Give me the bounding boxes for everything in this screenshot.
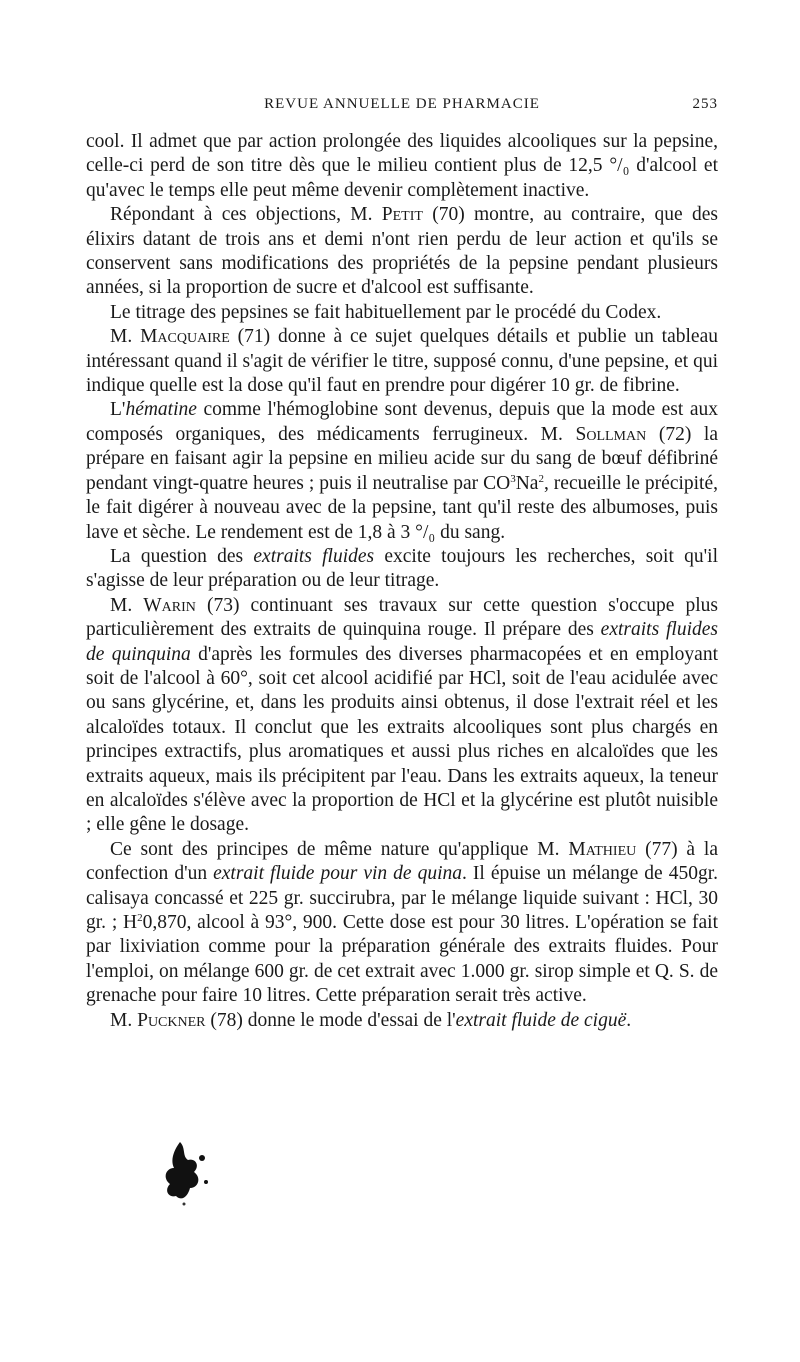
paragraph-warin: M. Warin (73) continuant ses travaux sur cette question s'occupe plus particulièrement des extraits de quinquina rouge. Il prépare des extraits fluides de quinquina d'après les formules des diverses pharmacopées et en employant soit de l'alcool à 60°, soit cet alcool acidifié par HCl, soit de l'eau acidulée avec ou sans glycérine, et, dans les produits ainsi obtenus, il dose l'extrait réel et les alcaloïdes totaux. Il conclut que les extraits alcooliques sont plus chargés en principes extractifs, plus aromatiques et aussi plus riches en alcaloïdes que les extraits aqueux, mais ils précipitent par l'eau. Dans les extraits aqueux, la teneur en alcaloïdes s'élève avec la proportion de HCl et la glycérine est plutôt nuisible ; elle gêne le dosage. (86, 594, 718, 836)
term-hematine: hématine (125, 399, 197, 421)
running-head (86, 96, 718, 120)
author-petit: Petit (381, 204, 423, 226)
paragraph-macquaire: M. Macquaire (71) donne à ce sujet quelques détails et publie un tableau intéressant quand il s'agit de vérifier le titre, supposé connu, d'une pepsine, et qui indique quelle est la dose qu'il faut en prendre pour digérer 10 gr. de fibrine. (86, 326, 718, 397)
ink-blot-stain (158, 1138, 218, 1210)
author-mathieu: Mathieu (568, 838, 637, 860)
paragraph-mathieu: Ce sont des principes de même nature qu'applique M. Mathieu (77) à la confection d'un extrait fluide pour vin de quina. Il épuise un mélange de 450gr. calisaya concassé et 225 gr. succirubra, par le mélange liquide suivant : HCl, 30 gr. ; $H^20,870$, alcool à 93°, 900. Cette dose est pour 30 litres. L'opération se fait par lixiviation comme pour la préparation générale des extraits fluides. Pour l'emploi, on mélange 600 gr. de cet extrait avec 1.000 gr. sirop simple et Q. S. de grenache pour faire 10 litres. Cette préparation serait très active. (86, 838, 719, 1007)
term-extrait-cigue: extrait fluide de ciguë (455, 1009, 627, 1031)
author-macquaire: Macquaire (140, 326, 230, 348)
term-extraits-quinquina: extraits fluides de quinquina (86, 619, 718, 665)
paragraph-extraits-fluides: La question des extraits fluides excite toujours les recherches, soit qu'il s'agisse de leur préparation ou de leur titrage. (86, 545, 718, 592)
author-warin: Warin (143, 594, 196, 616)
term-extrait-quina: extrait fluide pour vin de quina (213, 863, 463, 885)
author-sollman: Sollman (575, 423, 647, 445)
paragraph-titrage: Le titrage des pepsines se fait habituellement par le procédé du Codex. (110, 301, 662, 323)
author-puckner: Puckner (137, 1009, 206, 1031)
paragraph-petit: Répondant à ces objections, M. Petit (70) montre, au contraire, que des élixirs datant de trois ans et demi n'ont rien perdu de leur action et qu'ils se conservent sans modifications des propriétés de la pepsine pendant plusieurs années, si la proportion de sucre et d'alcool est suffisante. (86, 204, 718, 299)
page-number: 253 (692, 96, 718, 112)
paragraph-continuation: cool. Il admet que par action prolongée des liquides alcooliques sur la pepsine, celle-ci perd de son titre dès que le milieu contient plus de 12,5 °/₀ d'alcool et qu'avec le temps elle peut même devenir complètement inactive. (86, 131, 718, 201)
body-text (86, 130, 718, 1033)
term-extraits-fluides: extraits fluides (253, 545, 375, 567)
paragraph-puckner: M. Puckner (78) donne le mode d'essai de l'extrait fluide de ciguë. (110, 1009, 632, 1031)
paragraph-hematine: L'hématine comme l'hémoglobine sont devenus, depuis que la mode est aux composés organiques, des médicaments ferrugineux. M. Sollman (72) la prépare en faisant agir la pepsine en milieu acide sur du sang de bœuf défibriné pendant vingt-quatre heures ; puis il neutralise par $CO^3Na^2$, recueille le précipité, le fait digérer à nouveau avec de la pepsine, tant qu'il reste des albumoses, puis lave et sèche. Le rendement est de 1,8 à 3 °/₀ du sang. (86, 399, 719, 543)
running-title: REVUE ANNUELLE DE PHARMACIE (264, 96, 540, 112)
